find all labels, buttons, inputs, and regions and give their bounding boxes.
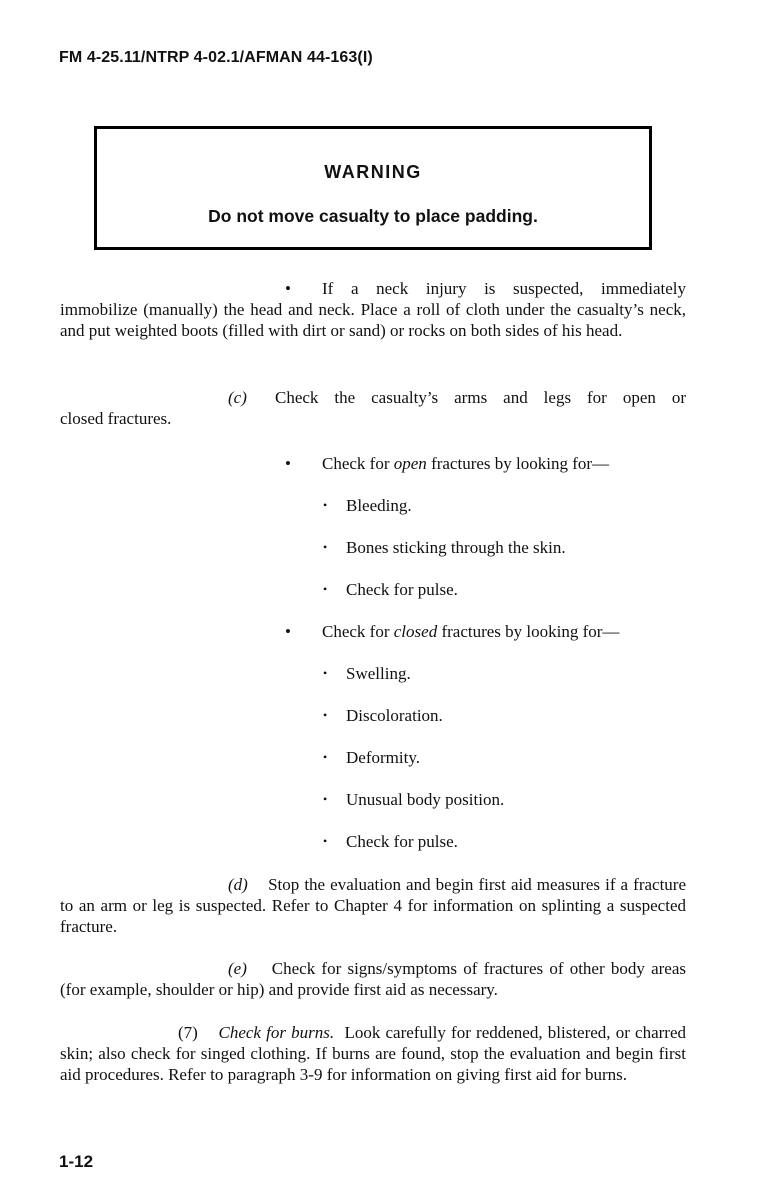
- item-e-paragraph: [60, 958, 686, 1000]
- list-item: Swelling.: [346, 664, 411, 683]
- sub-bullet: •: [323, 708, 328, 722]
- item-7-number: (7): [178, 1023, 198, 1042]
- warning-box: [94, 126, 652, 250]
- closed-fractures-heading: Check for closed fractures by looking for—: [322, 622, 620, 641]
- item-7-paragraph: [60, 1022, 686, 1085]
- item-c-first-line: Check the casualty’s arms and legs for open or: [275, 388, 686, 407]
- sub-bullet: •: [323, 834, 328, 848]
- page-number: 1-12: [59, 1152, 94, 1171]
- list-item: Deformity.: [346, 748, 420, 767]
- list-item: Bleeding.: [346, 496, 412, 515]
- neck-injury-first-line: If a neck injury is suspected, immediately: [322, 279, 686, 298]
- warning-text: Do not move casualty to place padding.: [208, 206, 538, 226]
- sub-bullet: •: [323, 792, 328, 806]
- item-7-text: Look carefully for reddened, blistered, or charred skin; also check for singed clothing. If burns are found, stop the evaluation and begin first aid procedures. Refer to paragraph 3-9 for information on giving first aid for burns.: [60, 1023, 686, 1084]
- sub-bullet: •: [323, 540, 328, 554]
- item-e-text: Check for signs/symptoms of fractures of other body areas (for example, shoulder or hip) and provide first aid as necessary.: [60, 959, 686, 999]
- item-7-heading: Check for burns.: [218, 1023, 335, 1042]
- warning-title: WARNING: [324, 162, 422, 182]
- open-fractures-heading: Check for open fractures by looking for—: [322, 454, 610, 473]
- list-item: Discoloration.: [346, 706, 443, 725]
- list-item: Check for pulse.: [346, 832, 458, 851]
- sub-bullet: •: [323, 750, 328, 764]
- sub-bullet: •: [323, 582, 328, 596]
- item-c-label: (c): [228, 388, 247, 407]
- neck-injury-text: immobilize (manually) the head and neck. Place a roll of cloth under the casualty’s neck, and put weighted boots (filled with dirt or sand) or rocks on both sides of his head.: [60, 300, 686, 340]
- document-header: FM 4-25.11/NTRP 4-02.1/AFMAN 44-163(I): [59, 49, 373, 66]
- item-d-paragraph: [60, 874, 686, 937]
- item-e-label: (e): [228, 959, 247, 978]
- item-c-text: closed fractures.: [60, 409, 172, 428]
- item-d-text: Stop the evaluation and begin first aid measures if a fracture to an arm or leg is suspected. Refer to Chapter 4 for information on splinting a suspected fracture.: [60, 875, 686, 936]
- open-fractures-bullet: •: [285, 454, 291, 473]
- item-d-label: (d): [228, 875, 248, 894]
- list-item: Bones sticking through the skin.: [346, 538, 566, 557]
- sub-bullet: •: [323, 498, 328, 512]
- closed-fractures-bullet: •: [285, 622, 291, 641]
- sub-bullet: •: [323, 666, 328, 680]
- list-item: Unusual body position.: [346, 790, 505, 809]
- neck-injury-bullet: •: [285, 279, 291, 298]
- list-item: Check for pulse.: [346, 580, 458, 599]
